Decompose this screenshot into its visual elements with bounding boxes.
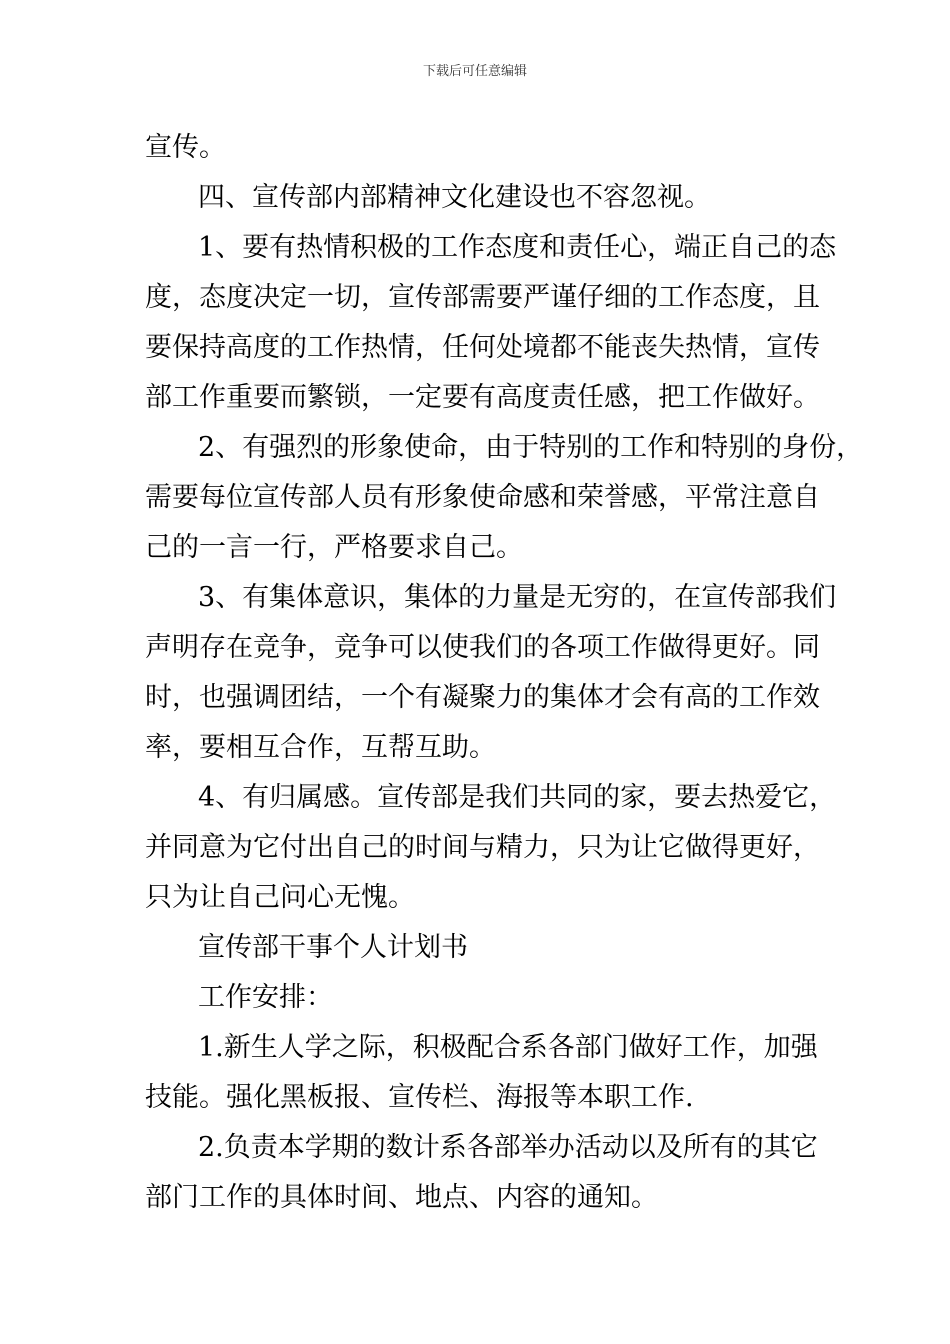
text-line: 度，态度决定一切，宣传部需要严谨仔细的工作态度，且: [145, 282, 820, 313]
text-line: 3、有集体意识，集体的力量是无穷的，在宣传部我们: [198, 582, 837, 613]
text-line: 并同意为它付出自己的时间与精力，只为让它做得更好，: [145, 832, 820, 863]
text-line: 己的一言一行，严格要求自己。: [145, 532, 523, 563]
text-line: 声明存在竞争，竞争可以使我们的各项工作做得更好。同: [145, 632, 820, 663]
text-line: 率，要相互合作，互帮互助。: [145, 732, 496, 763]
text-line: 1、要有热情积极的工作态度和责任心，端正自己的态: [198, 232, 837, 263]
document-title: 宣传部干事个人计划书: [198, 932, 468, 963]
text-line: 要保持高度的工作热情，任何处境都不能丧失热情，宣传: [145, 332, 820, 363]
text-line: 1.新生人学之际，积极配合系各部门做好工作，加强: [198, 1032, 818, 1063]
text-line: 宣传。: [145, 132, 226, 163]
text-line: 部工作重要而繁锁，一定要有高度责任感，把工作做好。: [145, 382, 820, 413]
text-line: 需要每位宣传部人员有形象使命感和荣誉感，平常注意自: [145, 482, 820, 513]
text-line: 时，也强调团结，一个有凝聚力的集体才会有高的工作效: [145, 682, 820, 713]
text-line: 部门工作的具体时间、地点、内容的通知。: [145, 1182, 658, 1213]
section-heading: 四、宣传部内部精神文化建设也不容忽视。: [198, 182, 711, 213]
text-line: 技能。强化黑板报、宣传栏、海报等本职工作.: [145, 1082, 694, 1113]
page-header: 下载后可任意编辑: [422, 64, 527, 79]
text-line: 只为让自己问心无愧。: [145, 882, 415, 913]
section-heading: 工作安排：: [198, 982, 333, 1013]
text-line: 4、有归属感。宣传部是我们共同的家，要去热爱它，: [198, 782, 837, 813]
text-line: 2.负责本学期的数计系各部举办活动以及所有的其它: [198, 1132, 818, 1163]
text-line: 2、有强烈的形象使命，由于特别的工作和特别的身份，: [198, 432, 864, 463]
